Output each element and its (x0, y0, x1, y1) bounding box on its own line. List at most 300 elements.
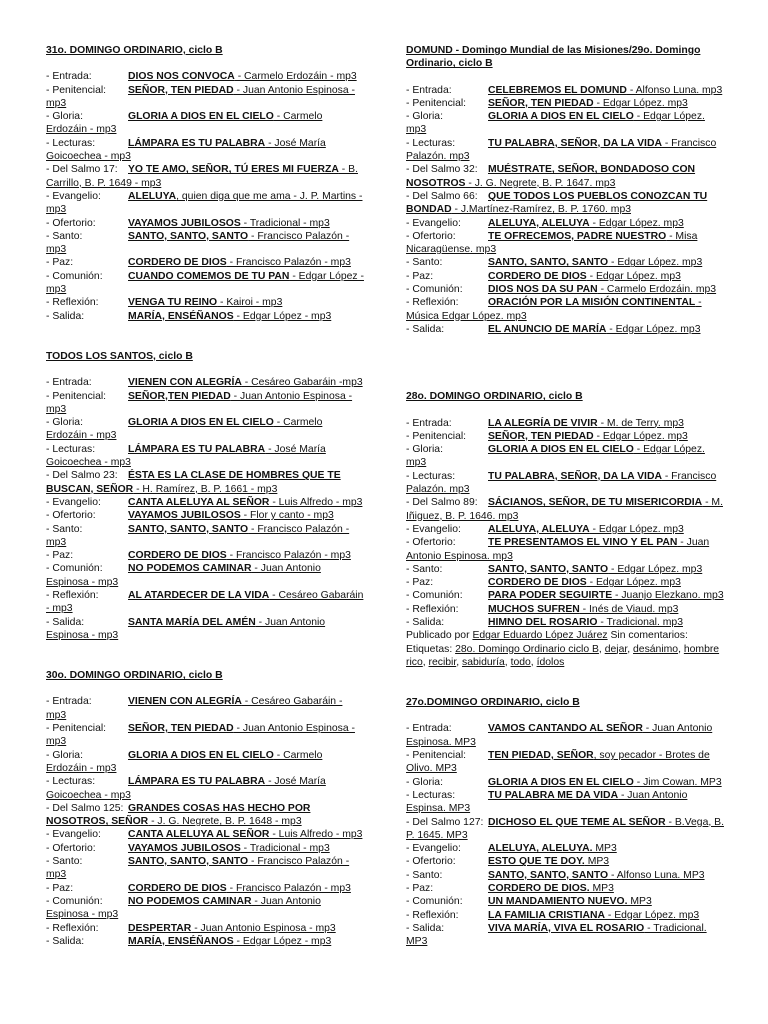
entry-label: - Ofertorio: (46, 842, 96, 854)
entry-label: - Salida: (46, 310, 85, 322)
song-entry[interactable] (46, 922, 364, 935)
song-title[interactable]: MUCHOS SUFREN (488, 603, 580, 615)
entry-label: - Paz: (406, 270, 434, 282)
song-entry[interactable] (46, 217, 364, 230)
entry-label: - Penitencial: (406, 750, 467, 762)
song-title[interactable]: DIOS NOS DA SU PAN (488, 284, 598, 296)
song-title[interactable]: LA ALEGRÍA DE VIVIR (488, 417, 598, 429)
song-title[interactable]: VAYAMOS JUBILOSOS (128, 217, 241, 229)
song-title[interactable]: SANTO, SANTO, SANTO (128, 856, 249, 868)
song-entry[interactable] (406, 616, 724, 629)
song-title[interactable]: PARA PODER SEGUIRTE (488, 590, 613, 602)
song-title[interactable]: SANTO, SANTO, SANTO (488, 869, 609, 881)
song-title[interactable]: GLORIA A DIOS EN EL CIELO (488, 111, 634, 123)
song-credit[interactable]: - José María Goicoechea - mp3 (46, 443, 326, 469)
song-entry[interactable] (46, 469, 364, 496)
entry-label: - Evangelio: (46, 190, 101, 202)
song-title[interactable]: TE OFRECEMOS, PADRE NUESTRO (488, 230, 667, 242)
song-title[interactable]: SANTO, SANTO, SANTO (488, 257, 609, 269)
entry-label: - Del Salmo 23: (46, 470, 118, 482)
song-title[interactable]: VIVA MARÍA, VIVA EL ROSARIO (488, 922, 645, 934)
song-title[interactable]: GLORIA A DIOS EN EL CIELO (488, 776, 634, 788)
song-title[interactable]: GRANDES COSAS HAS HECHO POR NOSOTROS, SEÑOR (46, 802, 311, 828)
song-credit[interactable]: - Francisco Palazón. mp3 (406, 470, 717, 496)
song-title[interactable]: GLORIA A DIOS EN EL CIELO (128, 749, 274, 761)
song-credit[interactable]: - Francisco Palazón. mp3 (406, 137, 717, 163)
song-entry[interactable] (46, 270, 364, 297)
song-entry[interactable] (46, 190, 364, 217)
song-entry[interactable] (406, 163, 724, 190)
section-title: 28o. DOMINGO ORDINARIO, ciclo B (406, 391, 583, 403)
left-column (46, 44, 364, 948)
song-entry[interactable] (46, 882, 364, 895)
song-entry[interactable] (46, 828, 364, 841)
song-title[interactable]: ÉSTA ES LA CLASE DE HOMBRES QUE TE BUSCAN, SEÑOR (46, 470, 341, 495)
song-entry[interactable] (46, 163, 364, 190)
song-title[interactable]: ESTO QUE TE DOY. (488, 856, 585, 868)
section (406, 390, 724, 669)
song-credit[interactable]: - Juan Antonio Espinosa - mp3 (46, 390, 353, 415)
song-title[interactable]: ORACIÓN POR LA MISIÓN CONTINENTAL (488, 297, 696, 309)
entry-label: - Lecturas: (46, 137, 96, 149)
song-entry[interactable] (406, 855, 724, 868)
song-credit[interactable]: - Luis Alfredo - mp3 (269, 829, 363, 841)
section-title: DOMUND - Domingo Mundial de las Misiones/29o. Domingo Ordinario, ciclo B (406, 45, 701, 70)
entry-label: - Gloria: (406, 444, 443, 456)
song-title[interactable]: SEÑOR, TEN PIEDAD (128, 84, 234, 96)
song-credit[interactable]: - Edgar López. mp3 (604, 909, 700, 921)
song-entry[interactable] (406, 869, 724, 882)
song-credit[interactable]: - Edgar López. mp3 (589, 523, 684, 535)
song-credit[interactable]: MP3 (584, 856, 610, 868)
song-title[interactable]: DESPERTAR (128, 922, 192, 934)
entry-label: - Reflexión: (406, 909, 459, 921)
song-entry[interactable] (46, 722, 364, 749)
entry-label: - Salida: (406, 922, 445, 934)
entry-label: - Ofertorio: (406, 230, 456, 242)
song-title[interactable]: TE PRESENTAMOS EL VINO Y EL PAN (488, 537, 678, 549)
song-entry[interactable] (406, 84, 724, 97)
entry-label: - Del Salmo 125: (46, 802, 124, 814)
tag-link[interactable]: dejar (604, 643, 628, 655)
entry-label: - Ofertorio: (46, 217, 96, 229)
song-credit[interactable]: - Carmelo Erdozáin - mp3 (234, 71, 357, 83)
entry-label: - Evangelio: (406, 523, 461, 535)
song-entry[interactable] (46, 137, 364, 164)
song-credit[interactable]: - José María Goicoechea - mp3 (46, 137, 326, 163)
song-credit[interactable]: - Juan Antonio Espinosa - mp3 (46, 723, 355, 748)
author-link[interactable]: Edgar Eduardo López Juárez (472, 630, 608, 642)
song-title[interactable]: GLORIA A DIOS EN EL CIELO (128, 111, 274, 123)
song-credit[interactable]: - Edgar López - mp3 (233, 310, 332, 322)
entry-label: - Lecturas: (406, 137, 456, 149)
song-entry[interactable] (46, 509, 364, 522)
song-title[interactable]: CORDERO DE DIOS (128, 257, 227, 269)
section-title: 30o. DOMINGO ORDINARIO, ciclo B (46, 670, 223, 682)
song-title[interactable]: VAYAMOS JUBILOSOS (128, 842, 241, 854)
entry-label: - Salida: (406, 323, 445, 335)
entry-label: - Gloria: (46, 111, 83, 123)
song-entry[interactable] (406, 563, 724, 576)
song-entry[interactable] (406, 256, 724, 269)
song-credit[interactable]: - Francisco Palazón - mp3 (226, 882, 351, 894)
song-entry[interactable] (406, 430, 724, 443)
song-credit[interactable]: - Edgar López. mp3 (586, 270, 681, 282)
entry-label: - Entrada: (46, 696, 92, 708)
entry-label: - Evangelio: (406, 217, 461, 229)
entry-label: - Entrada: (406, 417, 452, 429)
song-title[interactable]: TU PALABRA, SEÑOR, DA LA VIDA (488, 137, 662, 149)
song-title[interactable]: DIOS NOS CONVOCA (128, 71, 235, 83)
song-credit[interactable]: - J. G. Negrete, B. P. 1648 - mp3 (148, 816, 302, 828)
song-title[interactable]: AL ATARDECER DE LA VIDA (128, 589, 270, 601)
song-title[interactable]: NO PODEMOS CAMINAR (128, 563, 252, 575)
section (406, 44, 724, 336)
song-title[interactable]: VAMOS CANTANDO AL SEÑOR (488, 723, 643, 735)
song-title[interactable]: LA FAMILIA CRISTIANA (488, 909, 605, 921)
song-entry[interactable] (406, 270, 724, 283)
song-title[interactable]: LÁMPARA ES TU PALABRA (128, 137, 266, 149)
song-credit[interactable]: MP3 (627, 896, 652, 908)
entry-label: - Comunión: (46, 895, 103, 907)
song-title[interactable]: VAYAMOS JUBILOSOS (128, 510, 241, 522)
song-credit[interactable]: - Edgar López. mp3 (586, 577, 681, 589)
song-title[interactable]: TEN PIEDAD, SEÑOR (488, 750, 594, 762)
song-entry[interactable] (46, 695, 364, 722)
song-entry[interactable] (406, 749, 724, 776)
song-entry[interactable] (46, 895, 364, 922)
song-credit[interactable]: - Kairoi - mp3 (217, 297, 283, 309)
song-credit[interactable]: - M. de Terry. mp3 (597, 417, 684, 429)
song-credit[interactable]: - Francisco Palazón - mp3 (46, 523, 350, 548)
section (46, 350, 364, 642)
song-credit[interactable]: - Juan Antonio Espinosa - mp3 (46, 616, 326, 641)
song-credit[interactable]: - Edgar López. mp3 (608, 563, 703, 575)
song-entry[interactable] (46, 802, 364, 829)
song-credit[interactable]: - H. Ramírez, B. P. 1661 - mp3 (133, 483, 278, 495)
section-title: TODOS LOS SANTOS, ciclo B (46, 350, 193, 362)
song-credit[interactable]: - Edgar López. mp3 (406, 444, 705, 469)
entry-label: - Salida: (46, 616, 85, 628)
song-title[interactable]: MARÍA, ENSÉÑANOS (128, 935, 234, 947)
song-entry[interactable] (406, 776, 724, 789)
song-entry[interactable] (46, 549, 364, 562)
song-title[interactable]: MUÉSTRATE, SEÑOR, BONDADOSO CON NOSOTROS (406, 164, 696, 189)
song-entry[interactable] (406, 523, 724, 536)
song-entry[interactable] (406, 190, 724, 217)
song-credit[interactable]: - Edgar López. mp3 (606, 323, 701, 335)
song-credit[interactable]: - Edgar López. mp3 (608, 257, 703, 269)
song-title[interactable]: ALELUYA (128, 190, 177, 202)
entry-label: - Reflexión: (46, 589, 99, 601)
entry-label: - Paz: (406, 883, 434, 895)
song-credit[interactable]: - Jim Cowan. MP3 (633, 776, 722, 788)
song-credit[interactable]: - Juan Antonio Espinosa. mp3 (406, 537, 710, 562)
song-entry[interactable] (406, 789, 724, 816)
song-entry[interactable] (406, 496, 724, 523)
entry-label: - Entrada: (46, 71, 92, 83)
song-title[interactable]: CANTA ALELUYA AL SEÑOR (128, 496, 270, 508)
section-gap (406, 669, 724, 696)
song-credit[interactable]: - Juan Antonio Espinosa - mp3 (46, 84, 355, 109)
song-title[interactable]: CORDERO DE DIOS (128, 550, 227, 562)
song-title[interactable]: QUE TODOS LOS PUEBLOS CONOZCAN TU BONDAD (406, 190, 708, 216)
song-credit[interactable]: - Tradicional - mp3 (240, 217, 330, 229)
song-credit[interactable]: - J. G. Negrete, B. P. 1647. mp3 (465, 177, 616, 189)
song-entry[interactable] (406, 722, 724, 749)
song-title[interactable]: HIMNO DEL ROSARIO (488, 616, 598, 628)
tag-link[interactable]: todo (510, 656, 531, 668)
song-entry[interactable] (46, 775, 364, 802)
song-title[interactable]: GLORIA A DIOS EN EL CIELO (128, 417, 274, 429)
song-entry[interactable] (406, 323, 724, 336)
entry-label: - Ofertorio: (46, 510, 96, 522)
song-entry[interactable] (406, 417, 724, 430)
entry-label: - Reflexión: (406, 297, 459, 309)
entry-label: - Del Salmo 127: (406, 816, 484, 828)
song-credit[interactable]: - Carmelo Erdozáin. mp3 (597, 284, 717, 296)
song-credit[interactable]: - Juan Antonio Espinosa - mp3 (191, 922, 336, 934)
section-gap (46, 642, 364, 669)
tag-link[interactable]: 28o. Domingo Ordinario ciclo B (455, 643, 599, 655)
entry-label: - Lecturas: (406, 470, 456, 482)
song-credit[interactable]: - Juan Antonio Espinosa - mp3 (46, 563, 321, 588)
tag-link[interactable]: recibir (428, 656, 457, 668)
song-credit[interactable]: MP3 (592, 843, 617, 855)
entry-label: - Comunión: (406, 590, 463, 602)
song-title[interactable]: SANTO, SANTO, SANTO (488, 563, 609, 575)
section-gap (406, 336, 724, 390)
song-title[interactable]: CELEBREMOS EL DOMUND (488, 84, 627, 96)
song-credit[interactable]: - Tradicional. MP3 (406, 922, 707, 948)
song-title[interactable]: CUANDO COMEMOS DE TU PAN (128, 270, 290, 282)
entry-label: - Santo: (406, 563, 443, 575)
song-entry[interactable] (46, 84, 364, 111)
song-entry[interactable] (406, 576, 724, 589)
song-credit[interactable]: - Alfonso Luna. mp3 (626, 84, 723, 96)
song-credit[interactable]: - Edgar López. mp3 (589, 217, 684, 229)
entry-label: - Penitencial: (46, 390, 107, 402)
song-credit[interactable]: - Edgar López. mp3 (593, 430, 688, 442)
song-entry[interactable] (46, 296, 364, 309)
song-credit[interactable]: - Edgar López. mp3 (593, 97, 688, 109)
song-title[interactable]: UN MANDAMIENTO NUEVO. (488, 896, 628, 908)
song-credit[interactable]: - B. Carrillo, B. P. 1649 - mp3 (46, 164, 358, 189)
song-title[interactable]: NO PODEMOS CAMINAR (128, 895, 252, 907)
song-title[interactable]: SÁCIANOS, SEÑOR, DE TU MISERICORDIA (488, 497, 703, 509)
song-entry[interactable] (46, 523, 364, 550)
song-title[interactable]: CORDERO DE DIOS (488, 270, 587, 282)
song-credit[interactable]: - Música Edgar López. mp3 (406, 297, 702, 322)
song-title[interactable]: DICHOSO EL QUE TEME AL SEÑOR (488, 816, 666, 828)
song-credit[interactable]: - B.Vega, B. P. 1645. MP3 (406, 816, 724, 841)
song-entry[interactable] (46, 855, 364, 882)
song-entry[interactable] (46, 310, 364, 323)
song-title[interactable]: VIENEN CON ALEGRÍA (128, 377, 242, 389)
song-entry[interactable] (406, 589, 724, 602)
song-credit[interactable]: - Luis Alfredo - mp3 (269, 496, 363, 508)
song-credit[interactable]: - Carmelo Erdozáin - mp3 (46, 749, 323, 774)
song-title[interactable]: VENGA TU REINO (128, 297, 218, 309)
tag-link[interactable]: desánimo (633, 643, 679, 655)
song-credit[interactable]: , soy pecador - Brotes de Olivo. MP3 (406, 750, 710, 775)
song-entry[interactable] (406, 137, 724, 164)
entry-label: - Penitencial: (46, 723, 107, 735)
section-gap (46, 323, 364, 350)
song-entry[interactable] (406, 816, 724, 843)
section (406, 696, 724, 948)
song-title[interactable]: ALELUYA, ALELUYA (488, 523, 590, 535)
song-credit[interactable]: - Francisco Palazón - mp3 (226, 257, 351, 269)
song-title[interactable]: TU PALABRA ME DA VIDA (488, 789, 619, 801)
entry-label: - Penitencial: (46, 84, 107, 96)
entry-label: - Evangelio: (406, 843, 461, 855)
song-entry[interactable] (46, 390, 364, 417)
song-title[interactable]: SANTA MARÍA DEL AMÉN (128, 616, 256, 628)
song-title[interactable]: CORDERO DE DIOS (488, 577, 587, 589)
song-credit[interactable]: - Carmelo Erdozáin - mp3 (46, 417, 323, 442)
song-entry[interactable] (406, 283, 724, 296)
song-entry[interactable] (406, 217, 724, 230)
song-credit[interactable]: - Francisco Palazón - mp3 (46, 230, 350, 256)
song-entry[interactable] (46, 842, 364, 855)
song-credit[interactable]: - Juan Antonio Espinsa. MP3 (406, 789, 688, 815)
tag-link[interactable]: hombre rico (406, 643, 720, 668)
song-entry[interactable] (46, 256, 364, 269)
entry-label: - Santo: (406, 869, 443, 881)
song-entry[interactable] (406, 536, 724, 563)
entry-label: - Lecturas: (406, 789, 456, 801)
comments-link[interactable]: Sin comentarios: (610, 630, 688, 642)
entry-label: - Comunión: (406, 284, 463, 296)
song-entry[interactable] (406, 470, 724, 497)
entry-label: - Penitencial: (406, 97, 467, 109)
song-entry[interactable] (46, 935, 364, 948)
song-title[interactable]: ALELUYA, ALELUYA (488, 217, 590, 229)
song-title[interactable]: EL ANUNCIO DE MARÍA (488, 323, 607, 335)
post-footer (406, 629, 724, 642)
song-entry[interactable] (46, 496, 364, 509)
song-entry[interactable] (406, 230, 724, 257)
song-credit[interactable]: - Cesáreo Gabaráin - mp3 (46, 696, 343, 721)
song-title[interactable]: SEÑOR,TEN PIEDAD (128, 390, 231, 402)
song-credit[interactable]: - Tradicional - mp3 (240, 842, 330, 854)
entry-label: - Paz: (406, 577, 434, 589)
song-entry[interactable] (406, 842, 724, 855)
entry-label: - Santo: (46, 523, 83, 535)
entry-label: - Santo: (46, 856, 83, 868)
song-credit[interactable]: - José María Goicoechea - mp3 (46, 776, 326, 801)
song-title[interactable]: CORDERO DE DIOS (128, 882, 227, 894)
song-title[interactable]: CANTA ALELUYA AL SEÑOR (128, 829, 270, 841)
song-credit[interactable]: - J.Martínez-Ramírez, B. P. 1760. mp3 (451, 204, 632, 216)
song-title[interactable]: SEÑOR, TEN PIEDAD (488, 430, 594, 442)
entry-label: - Del Salmo 17: (46, 164, 118, 176)
song-entry[interactable] (46, 562, 364, 589)
song-title[interactable]: MARÍA, ENSÉÑANOS (128, 310, 234, 322)
song-credit[interactable]: - Inés de Viaud. mp3 (579, 603, 679, 615)
song-title[interactable]: SEÑOR, TEN PIEDAD (128, 723, 234, 735)
song-credit[interactable]: - Edgar López - mp3 (46, 270, 364, 296)
song-entry[interactable] (406, 296, 724, 323)
entry-label: - Paz: (46, 882, 74, 894)
song-credit[interactable]: - Cesáreo Gabaráin -mp3 (241, 377, 363, 389)
song-entry[interactable] (406, 443, 724, 470)
song-credit[interactable]: - Flor y canto - mp3 (240, 510, 334, 522)
song-credit[interactable]: - Alfonso Luna. MP3 (608, 869, 705, 881)
entry-label: - Santo: (46, 230, 83, 242)
song-entry[interactable] (46, 376, 364, 389)
entry-label: - Salida: (46, 935, 85, 947)
song-credit[interactable]: - Edgar López - mp3 (233, 935, 332, 947)
song-title[interactable]: ALELUYA, ALELUYA. (488, 843, 593, 855)
song-credit[interactable]: - Cesáreo Gabaráin - mp3 (46, 589, 364, 615)
song-entry[interactable] (46, 616, 364, 643)
section-title: 31o. DOMINGO ORDINARIO, ciclo B (46, 45, 223, 56)
song-credit[interactable]: - Juan Antonio Espinosa. MP3 (406, 723, 713, 748)
song-credit[interactable]: - Juan Antonio Espinosa - mp3 (46, 895, 321, 921)
entry-label: - Penitencial: (406, 430, 467, 442)
song-title[interactable]: VIENEN CON ALEGRÍA (128, 696, 242, 708)
song-entry[interactable] (406, 882, 724, 895)
song-entry[interactable] (46, 416, 364, 443)
song-credit[interactable]: - Francisco Palazón - mp3 (46, 856, 350, 881)
song-credit[interactable]: MP3 (589, 883, 614, 895)
song-title[interactable]: YO TE AMO, SEÑOR, TÚ ERES MI FUERZA (128, 164, 339, 176)
song-title[interactable]: GLORIA A DIOS EN EL CIELO (488, 444, 634, 456)
tag-link[interactable]: ídolos (536, 656, 565, 668)
song-title[interactable]: SEÑOR, TEN PIEDAD (488, 97, 594, 109)
entry-label: - Paz: (46, 550, 74, 562)
song-entry[interactable] (46, 230, 364, 257)
song-entry[interactable] (46, 589, 364, 616)
entry-label: - Reflexión: (406, 603, 459, 615)
song-entry[interactable] (406, 909, 724, 922)
right-column (406, 44, 724, 949)
song-entry[interactable] (406, 922, 724, 949)
song-entry[interactable] (406, 97, 724, 110)
song-entry[interactable] (406, 895, 724, 908)
entry-label: - Del Salmo 89: (406, 497, 478, 509)
song-title[interactable]: SANTO, SANTO, SANTO (128, 230, 249, 242)
song-credit[interactable]: , quien diga que me ama - J. P. Martins - mp3 (46, 190, 363, 216)
published-prefix: Publicado por (406, 630, 473, 642)
song-credit[interactable]: - Juanjo Elezkano. mp3 (612, 590, 724, 602)
song-title[interactable]: CORDERO DE DIOS. (488, 883, 590, 895)
song-entry[interactable] (46, 749, 364, 776)
song-credit[interactable]: - Francisco Palazón - mp3 (226, 550, 351, 562)
song-credit[interactable]: - Edgar López. mp3 (406, 111, 705, 136)
song-credit[interactable]: - Carmelo Erdozáin - mp3 (46, 111, 323, 136)
tags-line: Etiquetas: 28o. Domingo Ordinario ciclo B, dejar, desánimo, hombre rico, recibir, sabiduría, todo, ídolos (406, 643, 720, 668)
song-entry[interactable] (46, 70, 364, 83)
song-title[interactable]: TU PALABRA, SEÑOR, DA LA VIDA (488, 470, 662, 482)
song-credit[interactable]: - Misa Nicaragüense. mp3 (406, 230, 698, 256)
section (46, 44, 364, 323)
song-credit[interactable]: - Tradicional. mp3 (597, 616, 683, 628)
song-entry[interactable] (46, 443, 364, 470)
song-title[interactable]: LÁMPARA ES TU PALABRA (128, 443, 266, 455)
song-title[interactable]: LÁMPARA ES TU PALABRA (128, 776, 266, 788)
song-credit[interactable]: - M. Iñiguez, B. P. 1646. mp3 (406, 497, 723, 522)
entry-label: - Salida: (406, 616, 445, 628)
song-entry[interactable] (406, 110, 724, 137)
song-entry[interactable] (406, 603, 724, 616)
song-entry[interactable] (46, 110, 364, 137)
song-title[interactable]: SANTO, SANTO, SANTO (128, 523, 249, 535)
entry-label: - Evangelio: (46, 496, 101, 508)
tag-link[interactable]: sabiduría (462, 656, 505, 668)
